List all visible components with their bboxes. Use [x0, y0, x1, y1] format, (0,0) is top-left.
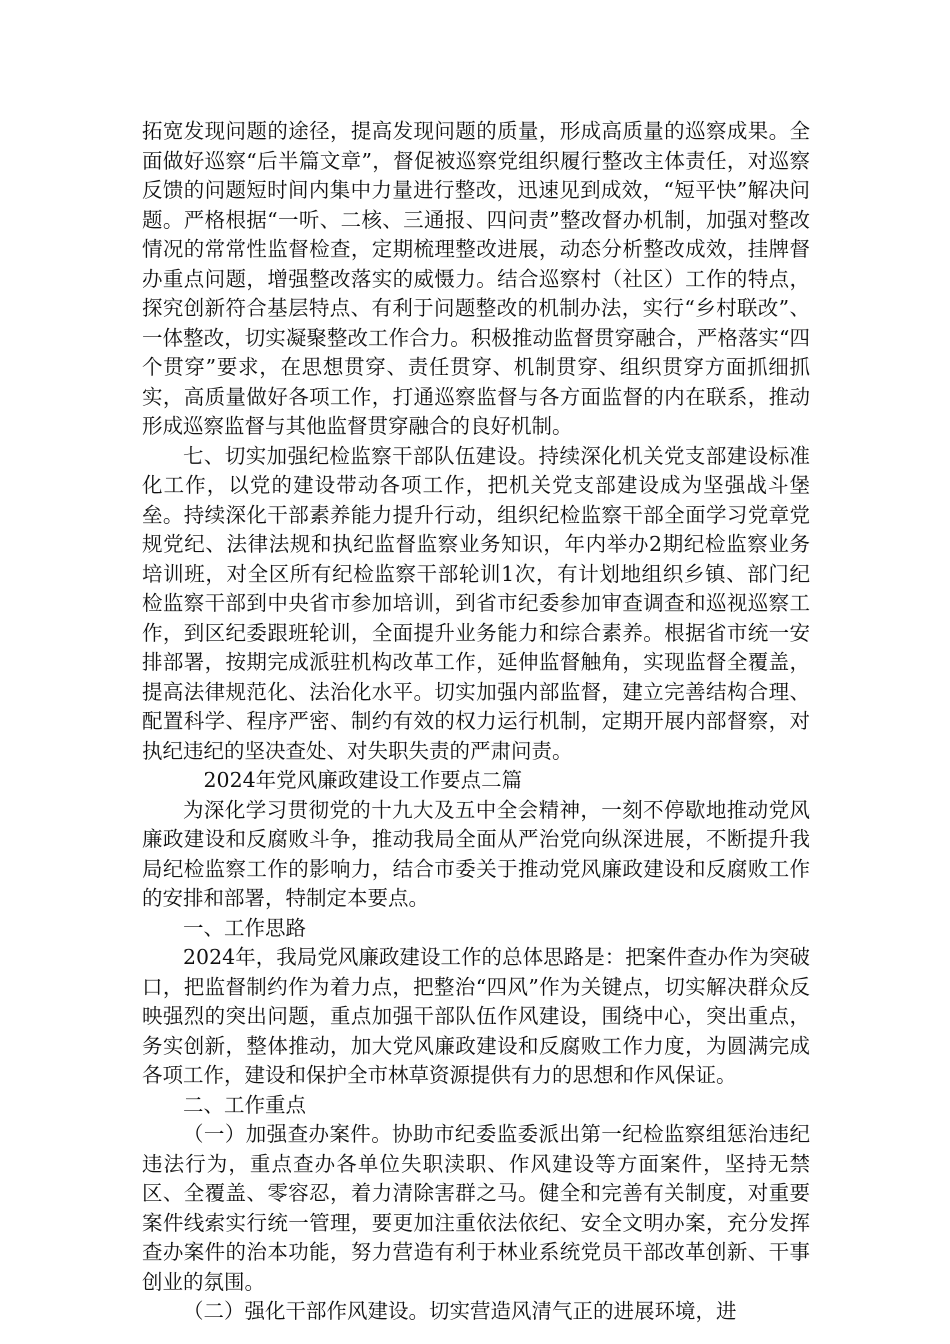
paragraph-continuation: 拓宽发现问题的途径，提高发现问题的质量，形成高质量的巡察成果。全面做好巡察“后半篇文章”，督促被巡察党组织履行整改主体责任，对巡察反馈的问题短时间内集中力量进行整改，迅速见到成效，“短平快”解决问题。严格根据“一听、二核、三通报、四问责”整改督办机制，加强对整改情况的常常性监督检查，定期梳理整改进展，动态分析整改成效，挂牌督办重点问题，增强整改落实的威慑力。结合巡察村（社区）工作的特点，探究创新符合基层特点、有利于问题整改的机制办法，实行“乡村联改”、一体整改，切实凝聚整改工作合力。积极推动监督贯穿融合，严格落实“四个贯穿”要求，在思想贯穿、责任贯穿、机制贯穿、组织贯穿方面抓细抓实，高质量做好各项工作，打通巡察监督与各方面监督的内在联系，推动形成巡察监督与其他监督贯穿融合的良好机制。 [142, 119, 810, 438]
paragraph-focus-one: （一）加强查办案件。协助市纪委监委派出第一纪检监察组惩治违纪违法行为，重点查办各单位失职渎职、作风建设等方面案件，坚持无禁区、全覆盖、零容忍，着力清除害群之马。健全和完善有关制度，对重要案件线索实行统一管理，要更加注重依法依纪、安全文明办案，充分发挥查办案件的治本功能，努力营造有利于林业系统党员干部改革创新、干事创业的氛围。 [142, 1122, 810, 1294]
document-title: 2024年党风廉政建设工作要点二篇 [203, 768, 523, 792]
section-heading-work-ideas: 一、工作思路 [183, 915, 306, 940]
section-heading-work-focus: 二、工作重点 [183, 1092, 306, 1117]
document-body [142, 117, 810, 1327]
paragraph-intro: 为深化学习贯彻党的十九大及五中全会精神，一刻不停歇地推动党风廉政建设和反腐败斗争，推动我局全面从严治党向纵深进展，不断提升我局纪检监察工作的影响力，结合市委关于推动党风廉政建设和反腐败工作的安排和部署，特制定本要点。 [142, 797, 810, 910]
paragraph-work-ideas: 2024年，我局党风廉政建设工作的总体思路是：把案件查办作为突破口，把监督制约作为着力点，把整治“四风”作为关键点，切实解决群众反映强烈的突出问题，重点加强干部队伍作风建设，围绕中心，突出重点，务实创新，整体推动，加大党风廉政建设和反腐败工作力度，为圆满完成各项工作，建设和保护全市林草资源提供有力的思想和作风保证。 [142, 945, 810, 1087]
paragraph-focus-two: （二）强化干部作风建设。切实营造风清气正的进展环境，进 [183, 1299, 737, 1323]
paragraph-section-seven: 七、切实加强纪检监察干部队伍建设。持续深化机关党支部建设标准化工作，以党的建设带动各项工作，把机关党支部建设成为坚强战斗堡垒。持续深化干部素养能力提升行动，组织纪检监察干部全面学习党章党规党纪、法律法规和执纪监督监察业务知识，年内举办2期纪检监察业务培训班，对全区所有纪检监察干部轮训1次，有计划地组织乡镇、部门纪检监察干部到中央省市参加培训，到省市纪委参加审查调查和巡视巡察工作，到区纪委跟班轮训，全面提升业务能力和综合素养。根据省市统一安排部署，按期完成派驻机构改革工作，延伸监督触角，实现监督全覆盖，提高法律规范化、法治化水平。切实加强内部监督，建立完善结构合理、配置科学、程序严密、制约有效的权力运行机制，定期开展内部督察，对执纪违纪的坚决查处、对失职失责的严肃问责。 [142, 443, 810, 763]
